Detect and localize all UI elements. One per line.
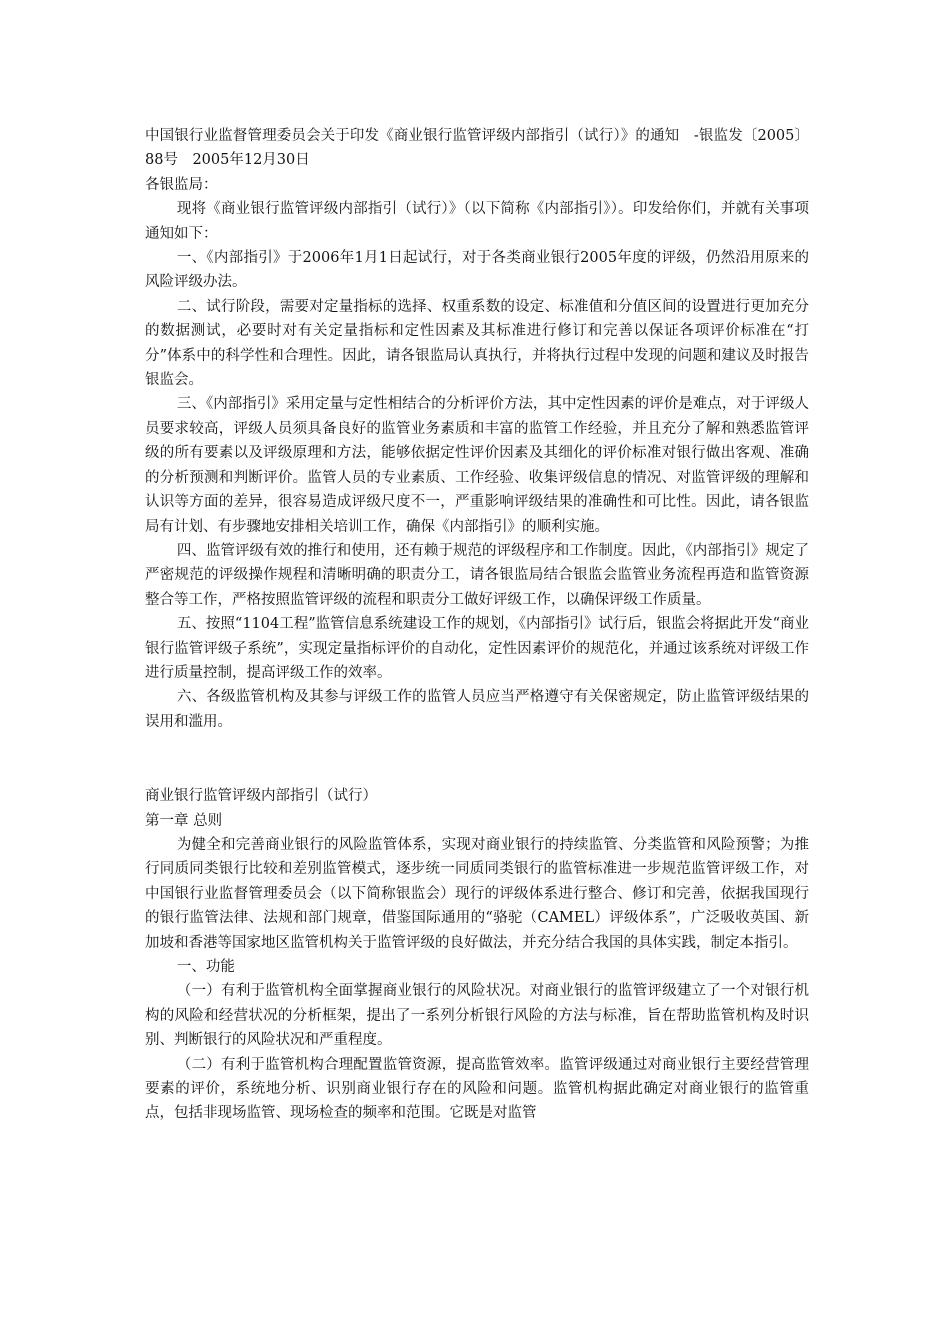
- notice-title: 中国银行业监督管理委员会关于印发《商业银行监管评级内部指引（试行）》的通知 -银监发〔2005〕88号 2005年12月30日: [145, 128, 809, 169]
- guideline-item: （一）有利于监管机构全面掌握商业银行的风险状况。对商业银行的监管评级建立了一个对银行机构的风险和经营状况的分析框架，提出了一系列分析银行风险的方法与标准，旨在帮助监管机构及时识别、判断银行的风险状况和严重程度。: [145, 983, 809, 1049]
- notice-paragraph: 四、监管评级有效的推行和使用，还有赖于规范的评级程序和工作制度。因此，《内部指引》规定了严密规范的评级操作规程和清晰明确的职责分工，请各银监局结合银监会监管业务流程再造和监管资源整合等工作，严格按照监管评级的流程和职责分工做好评级工作，以确保评级工作质量。: [145, 542, 809, 608]
- section-spacer: [145, 734, 809, 784]
- guideline-title: 商业银行监管评级内部指引（试行）: [145, 788, 377, 805]
- salutation: 各银监局：: [145, 176, 218, 193]
- notice-paragraph: 六、各级监管机构及其参与评级工作的监管人员应当严格遵守有关保密规定，防止监管评级结果的误用和滥用。: [145, 689, 809, 730]
- document-page: [145, 124, 809, 1126]
- notice-paragraph: 一、《内部指引》于2006年1月1日起试行，对于各类商业银行2005年度的评级，仍然沿用原来的风险评级办法。: [145, 250, 809, 291]
- guideline-intro: 为健全和完善商业银行的风险监管体系，实现对商业银行的持续监管、分类监管和风险预警；为推行同质同类银行比较和差别监管模式，逐步统一同质同类银行的监管标准进一步规范监管评级工作，对中国银行业监督管理委员会（以下简称银监会）现行的评级体系进行整合、修订和完善，依据我国现行的银行监管法律、法规和部门规章，借鉴国际通用的“骆驼（CAMEL）评级体系”，广泛吸收英国、新加坡和香港等国家地区监管机构关于监管评级的良好做法，并充分结合我国的具体实践，制定本指引。: [145, 836, 809, 951]
- guideline-item: （二）有利于监管机构合理配置监管资源，提高监管效率。监管评级通过对商业银行主要经营管理要素的评价，系统地分析、识别商业银行存在的风险和问题。监管机构据此确定对商业银行的监管重点，包括非现场监管、现场检查的频率和范围。它既是对监管: [145, 1056, 809, 1122]
- section-heading: 一、功能: [176, 959, 235, 975]
- chapter-heading: 第一章 总则: [145, 812, 223, 829]
- notice-paragraph: 现将《商业银行监管评级内部指引（试行）》（以下简称《内部指引》）。印发给你们，并就有关事项通知如下：: [145, 201, 809, 242]
- notice-paragraph: 二、试行阶段，需要对定量指标的选择、权重系数的设定、标准值和分值区间的设置进行更加充分的数据测试，必要时对有关定量指标和定性因素及其标准进行修订和完善以保证各项评价标准在“打分”体系中的科学性和合理性。因此，请各银监局认真执行，并将执行过程中发现的问题和建议及时报告银监会。: [145, 298, 809, 389]
- notice-paragraph: 五、按照“1104工程”监管信息系统建设工作的规划，《内部指引》试行后，银监会将据此开发“商业银行监管评级子系统”，实现定量指标评价的自动化，定性因素评价的规范化，并通过该系统对评级工作进行质量控制，提高评级工作的效率。: [145, 616, 809, 681]
- notice-paragraph: 三、《内部指引》采用定量与定性相结合的分析评价方法，其中定性因素的评价是难点，对于评级人员要求较高，评级人员须具备良好的监管业务素质和丰富的监管工作经验，并且充分了解和熟悉监管评级的所有要素以及评级原理和方法，能够依据定性评价因素及其细化的评价标准对银行做出客观、准确的分析预测和判断评价。监管人员的专业素质、工作经验、收集评级信息的情况、对监管评级的理解和认识等方面的差异，很容易造成评级尺度不一，严重影响评级结果的准确性和可比性。因此，请各银监局有计划、有步骤地安排相关培训工作，确保《内部指引》的顺利实施。: [145, 396, 809, 535]
